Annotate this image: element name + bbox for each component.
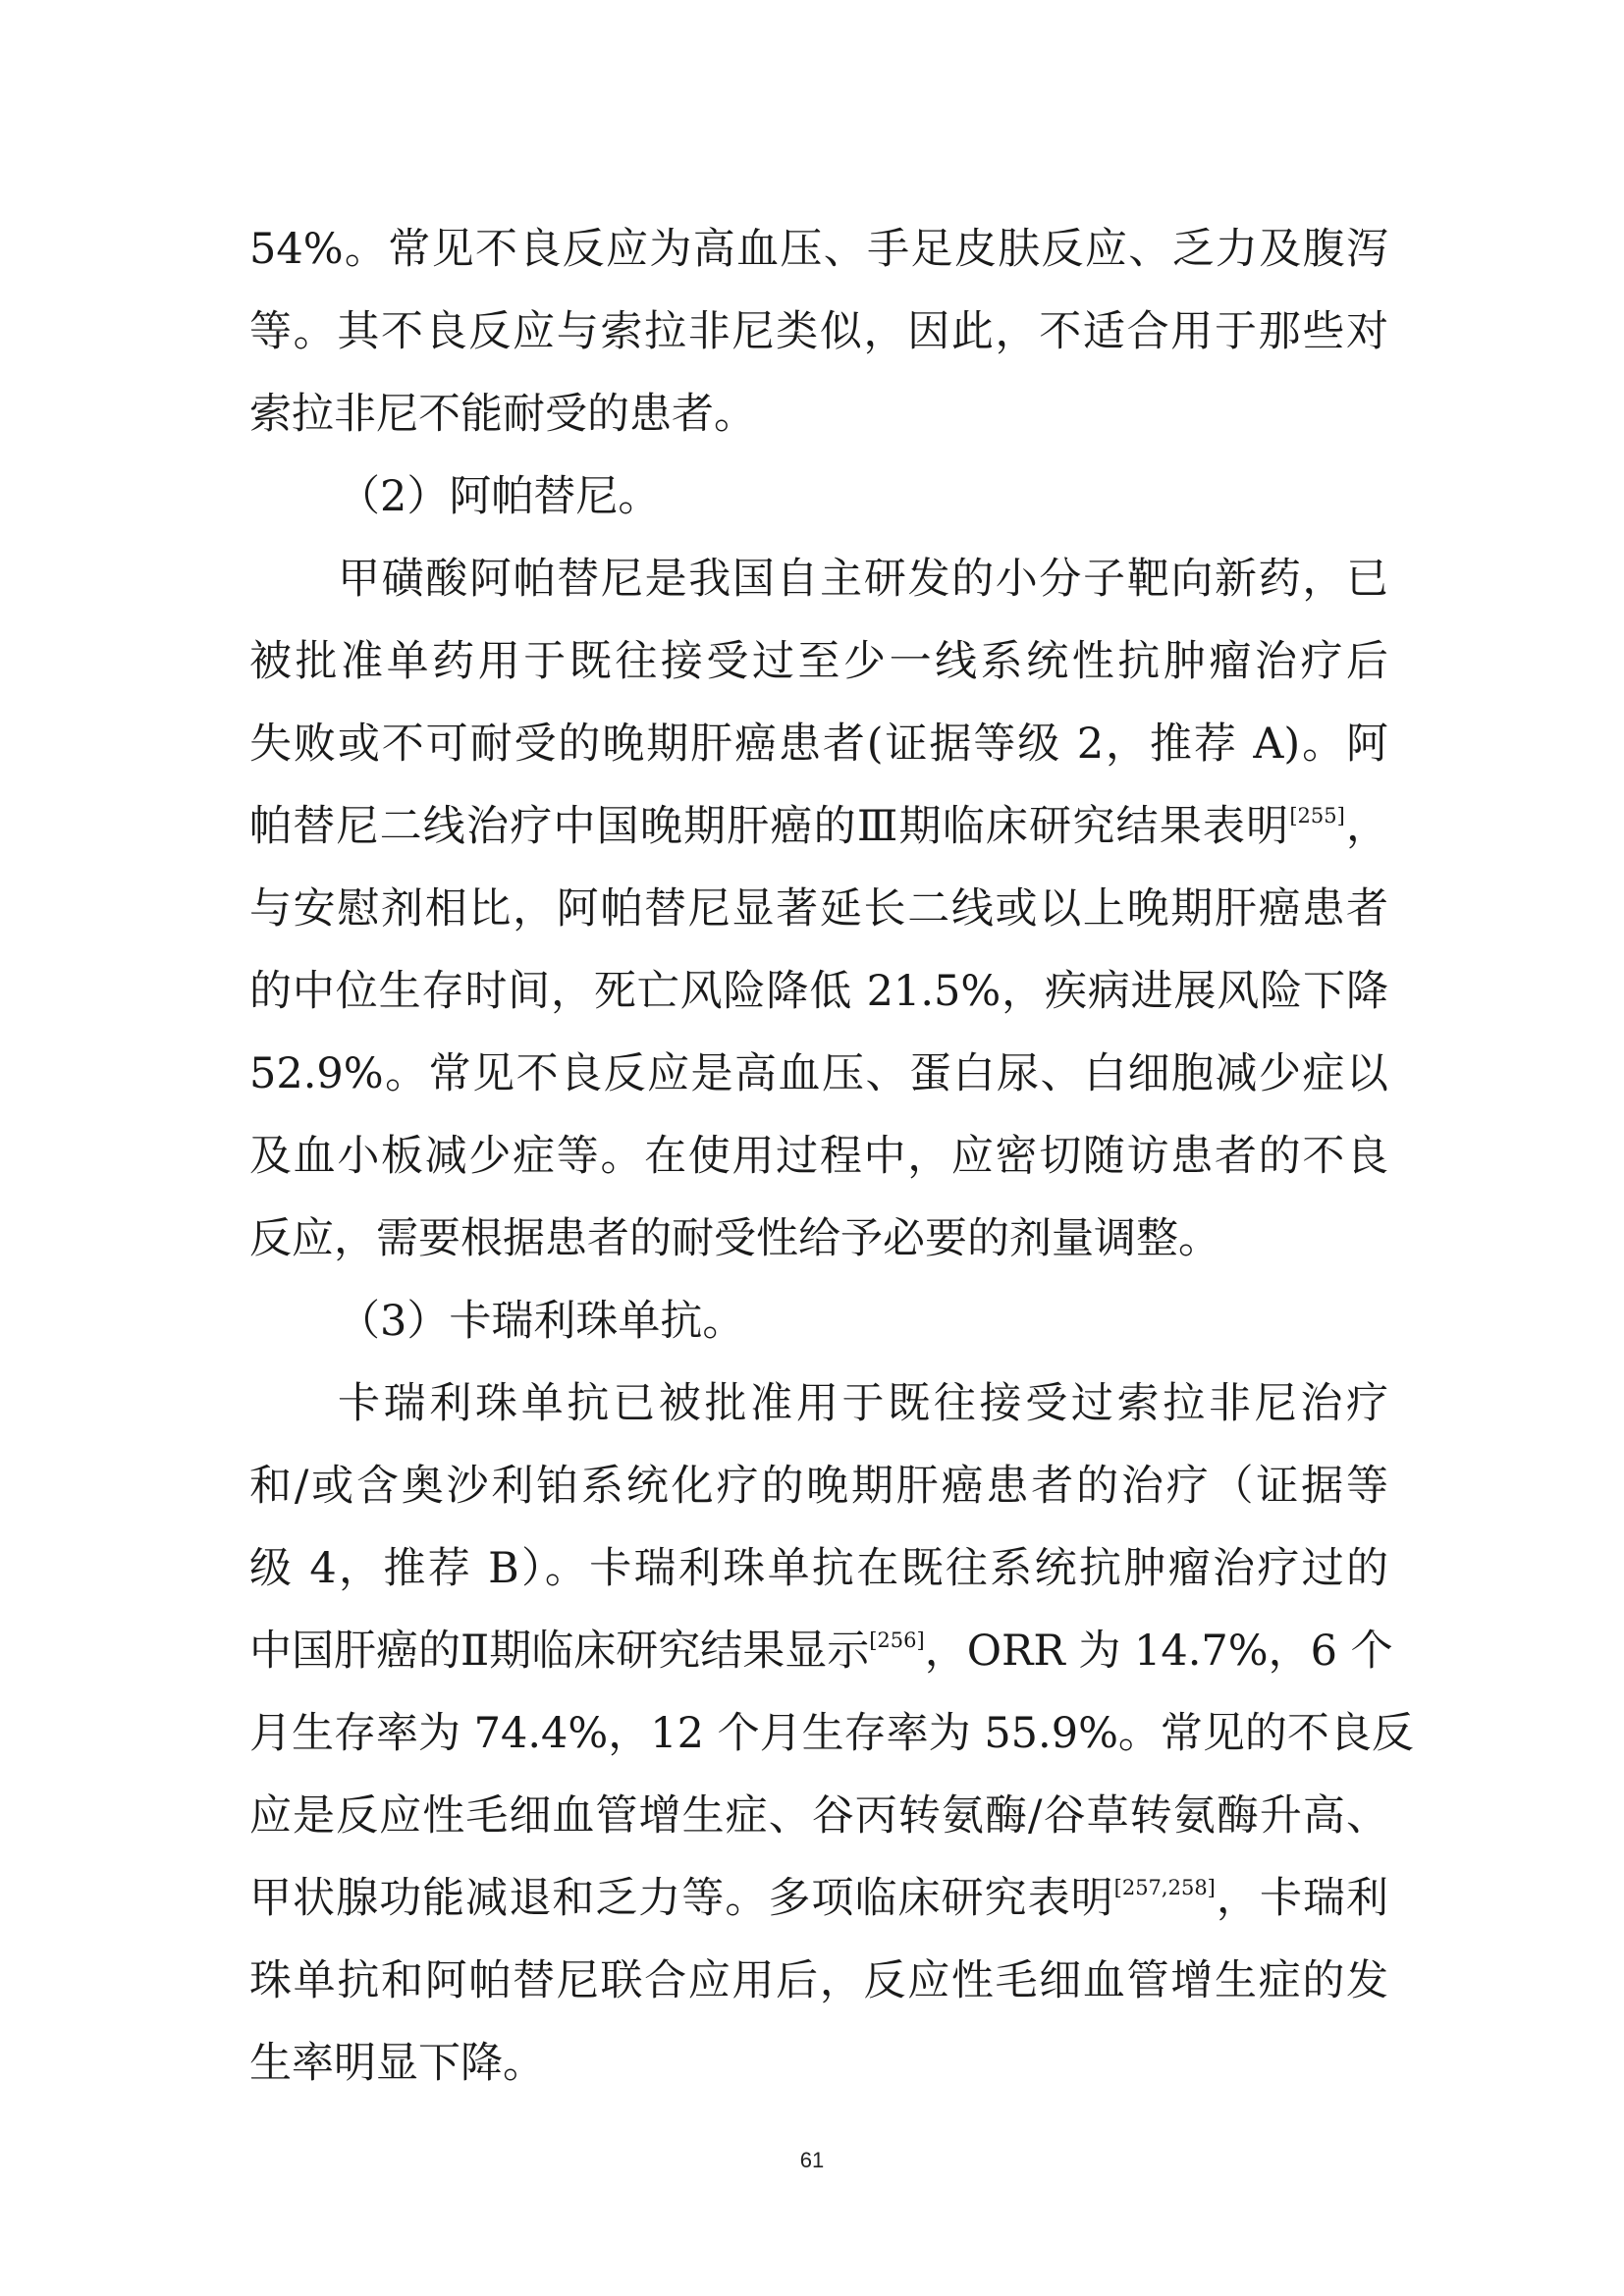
text-line: 帕替尼二线治疗中国晚期肝癌的Ⅲ期临床研究结果表明[255]， [249,802,1388,851]
text-line: 52.9%。常见不良反应是高血压、蛋白尿、白细胞减少症以 [249,1049,1388,1098]
page-number: 61 [799,2148,825,2172]
text-line: 中国肝癌的Ⅱ期临床研究结果显示[256]，ORR 为 14.7%，6 个 [249,1627,1393,1676]
citation-ref: [256] [869,1629,925,1652]
text-line: 和/或含奥沙利铂系统化疗的晚期肝癌患者的治疗（证据等 [249,1462,1388,1511]
section-heading: （3）卡瑞利珠单抗。 [338,1297,745,1346]
section-heading: （2）阿帕替尼。 [338,472,661,521]
text-line: 失败或不可耐受的晚期肝癌患者(证据等级 2，推荐 A)。阿 [249,720,1388,769]
text-line: 月生存率为 74.4%，12 个月生存率为 55.9%。常见的不良反 [249,1709,1414,1758]
citation-ref: [255] [1289,804,1345,828]
text-line: 甲磺酸阿帕替尼是我国自主研发的小分子靶向新药，已 [338,555,1388,604]
text-line: 甲状腺功能减退和乏力等。多项临床研究表明[257,258]，卡瑞利 [249,1874,1389,1923]
text-line: 珠单抗和阿帕替尼联合应用后，反应性毛细血管增生症的发 [249,1956,1388,2005]
text-line: 被批准单药用于既往接受过至少一线系统性抗肿瘤治疗后 [249,637,1388,686]
citation-ref: [257,258] [1113,1876,1216,1899]
text-line: 54%。常见不良反应为高血压、手足皮肤反应、乏力及腹泻 [249,225,1388,274]
text-line: 等。其不良反应与索拉非尼类似，因此，不适合用于那些对 [249,307,1388,356]
text-line: 的中位生存时间，死亡风险降低 21.5%，疾病进展风险下降 [249,967,1388,1016]
text-line: 生率明显下降。 [249,2039,545,2088]
text-line: 卡瑞利珠单抗已被批准用于既往接受过索拉非尼治疗 [338,1379,1388,1428]
text-line: 与安慰剂相比，阿帕替尼显著延长二线或以上晚期肝癌患者 [249,884,1388,934]
text-line: 索拉非尼不能耐受的患者。 [249,390,756,439]
text-line: 应是反应性毛细血管增生症、谷丙转氨酶/谷草转氨酶升高、 [249,1791,1388,1841]
text-line: 级 4，推荐 B）。卡瑞利珠单抗在既往系统抗肿瘤治疗过的 [249,1544,1388,1593]
text-line: 及血小板减少症等。在使用过程中，应密切随访患者的不良 [249,1132,1388,1181]
text-line: 反应，需要根据患者的耐受性给予必要的剂量调整。 [249,1214,1220,1263]
